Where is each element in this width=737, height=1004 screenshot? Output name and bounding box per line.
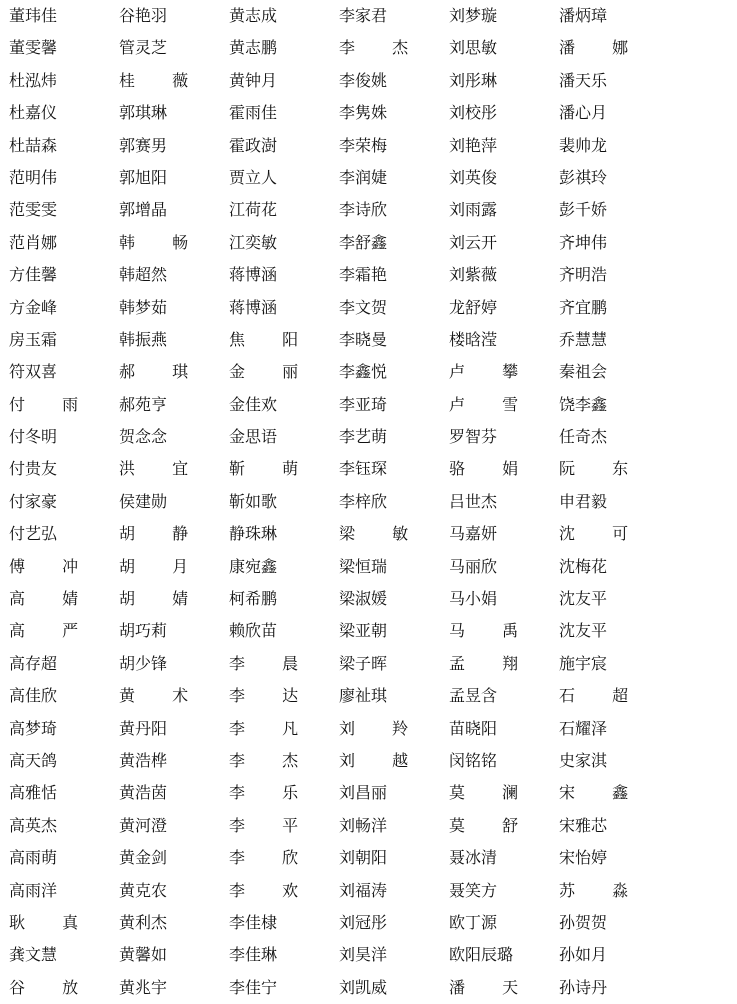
name-cell: 谷艳羽 (119, 6, 168, 25)
name-row (0, 648, 737, 680)
name-cell: 傅 冲 (9, 556, 95, 576)
name-cell: 李 欣 (229, 848, 315, 868)
name-cell: 李佳棣 (229, 912, 278, 932)
name-cell: 宋怡婷 (559, 848, 608, 868)
name-cell: 吕世杰 (449, 491, 498, 511)
name-cell: 杜泓炜 (9, 70, 58, 90)
name-cell: 梁子晖 (339, 653, 388, 673)
name-cell: 高存超 (9, 653, 58, 673)
name-cell: 刘昌丽 (339, 783, 388, 803)
name-cell: 刘凯威 (339, 977, 388, 997)
name-cell: 李 晨 (229, 653, 315, 673)
name-cell: 霍政澍 (229, 135, 278, 155)
name-cell: 莫 澜 (449, 783, 535, 803)
name-row (0, 227, 737, 259)
name-cell: 刘冠彤 (339, 912, 388, 932)
name-cell: 郭增晶 (119, 200, 168, 220)
name-cell: 胡少锋 (119, 653, 168, 673)
name-cell: 李鑫悦 (339, 362, 388, 382)
name-cell: 韩 畅 (119, 232, 205, 252)
name-row (0, 324, 737, 356)
name-row (0, 583, 737, 615)
name-cell: 李诗欣 (339, 200, 388, 220)
name-cell: 郭旭阳 (119, 167, 168, 187)
name-cell: 董雯馨 (9, 38, 58, 58)
name-cell: 宋雅芯 (559, 815, 608, 835)
name-cell: 符双喜 (9, 362, 58, 382)
name-cell: 管灵芝 (119, 38, 168, 58)
name-row (0, 356, 737, 388)
name-cell: 高英杰 (9, 815, 58, 835)
name-cell: 黄浩桦 (119, 750, 168, 770)
name-cell: 骆 娟 (449, 459, 535, 479)
name-cell: 李霜艳 (339, 265, 388, 285)
name-cell: 龙舒婷 (449, 297, 498, 317)
name-cell: 李佳琳 (229, 945, 278, 965)
name-row (0, 745, 737, 777)
name-cell: 李 乐 (229, 783, 315, 803)
name-cell: 刘云开 (449, 232, 498, 252)
name-cell: 高 严 (9, 621, 95, 641)
name-cell: 刘艳萍 (449, 135, 498, 155)
name-row (0, 777, 737, 809)
name-cell: 沈 可 (559, 524, 645, 544)
name-cell: 李艺萌 (339, 427, 388, 447)
name-cell: 彭千娇 (559, 200, 608, 220)
name-cell: 齐坤伟 (559, 232, 608, 252)
name-cell: 梁 敏 (339, 524, 425, 544)
name-cell: 蒋博涵 (229, 297, 278, 317)
name-row (0, 615, 737, 647)
name-cell: 李 平 (229, 815, 315, 835)
name-cell: 李晓曼 (339, 329, 388, 349)
name-cell: 石 超 (559, 686, 645, 706)
name-cell: 任奇杰 (559, 427, 608, 447)
name-cell: 付艺弘 (9, 524, 58, 544)
name-cell: 李隽姝 (339, 103, 388, 123)
name-cell: 聂笑方 (449, 880, 498, 900)
name-cell: 金思语 (229, 427, 278, 447)
name-cell: 刘梦璇 (449, 6, 498, 25)
name-cell: 梁亚朝 (339, 621, 388, 641)
name-cell: 饶李鑫 (559, 394, 608, 414)
name-cell: 康宛鑫 (229, 556, 278, 576)
name-row (0, 65, 737, 97)
name-cell: 阮 东 (559, 459, 645, 479)
name-cell: 方佳馨 (9, 265, 58, 285)
name-cell: 郭琪琳 (119, 103, 168, 123)
name-row (0, 453, 737, 485)
name-cell: 韩振燕 (119, 329, 168, 349)
name-cell: 李家君 (339, 6, 388, 25)
name-cell: 郝苑亨 (119, 394, 168, 414)
name-cell: 马丽欣 (449, 556, 498, 576)
name-cell: 杜嘉仪 (9, 103, 58, 123)
name-cell: 彭祺玲 (559, 167, 608, 187)
name-cell: 宋 鑫 (559, 783, 645, 803)
name-cell: 廖祉琪 (339, 686, 388, 706)
name-cell: 李梓欣 (339, 491, 388, 511)
name-row (0, 972, 737, 1004)
name-cell: 黄 术 (119, 686, 205, 706)
name-cell: 李 杰 (339, 38, 425, 58)
name-cell: 刘畅洋 (339, 815, 388, 835)
name-cell: 董玮佳 (9, 6, 58, 25)
name-cell: 黄志鹏 (229, 38, 278, 58)
name-cell: 贺念念 (119, 427, 168, 447)
name-cell: 黄钟月 (229, 70, 278, 90)
name-cell: 黄丹阳 (119, 718, 168, 738)
name-cell: 胡 婧 (119, 589, 205, 609)
name-cell: 刘福涛 (339, 880, 388, 900)
name-cell: 方金峰 (9, 297, 58, 317)
name-cell: 房玉霜 (9, 329, 58, 349)
name-cell: 金佳欢 (229, 394, 278, 414)
name-cell: 卢 攀 (449, 362, 535, 382)
name-cell: 付家豪 (9, 491, 58, 511)
name-cell: 黄利杰 (119, 912, 168, 932)
name-cell: 高雨萌 (9, 848, 58, 868)
name-cell: 刘彤琳 (449, 70, 498, 90)
name-cell: 谷 放 (9, 977, 95, 997)
name-cell: 桂 薇 (119, 70, 205, 90)
name-cell: 胡 月 (119, 556, 205, 576)
name-cell: 耿 真 (9, 912, 95, 932)
name-cell: 静珠琳 (229, 524, 278, 544)
name-cell: 付 雨 (9, 394, 95, 414)
name-cell: 刘 越 (339, 750, 425, 770)
name-cell: 高佳欣 (9, 686, 58, 706)
name-cell: 付贵友 (9, 459, 58, 479)
name-cell: 黄兆宇 (119, 977, 168, 997)
name-cell: 焦 阳 (229, 329, 315, 349)
name-cell: 黄河澄 (119, 815, 168, 835)
name-cell: 石耀泽 (559, 718, 608, 738)
name-row (0, 292, 737, 324)
name-cell: 罗智芬 (449, 427, 498, 447)
name-row (0, 259, 737, 291)
name-cell: 莫 舒 (449, 815, 535, 835)
name-cell: 靳如歌 (229, 491, 278, 511)
name-cell: 高雅恬 (9, 783, 58, 803)
name-cell: 金 丽 (229, 362, 315, 382)
name-cell: 梁淑媛 (339, 589, 388, 609)
name-cell: 霍雨佳 (229, 103, 278, 123)
name-row (0, 939, 737, 971)
name-cell: 潘 天 (449, 977, 535, 997)
name-cell: 齐宜鹏 (559, 297, 608, 317)
name-cell: 李佳宁 (229, 977, 278, 997)
name-cell: 申君毅 (559, 491, 608, 511)
name-cell: 施宇宸 (559, 653, 608, 673)
name-cell: 刘 羚 (339, 718, 425, 738)
name-cell: 欧丁源 (449, 912, 498, 932)
name-cell: 黄克农 (119, 880, 168, 900)
name-cell: 史家淇 (559, 750, 608, 770)
name-cell: 李 欢 (229, 880, 315, 900)
name-cell: 楼晗滢 (449, 329, 498, 349)
name-cell: 付冬明 (9, 427, 58, 447)
name-cell: 李 凡 (229, 718, 315, 738)
name-cell: 李润婕 (339, 167, 388, 187)
name-cell: 刘雨露 (449, 200, 498, 220)
name-row (0, 389, 737, 421)
name-cell: 刘思敏 (449, 38, 498, 58)
name-row (0, 907, 737, 939)
name-cell: 孙诗丹 (559, 977, 608, 997)
name-cell: 黄志成 (229, 6, 278, 25)
name-cell: 黄馨如 (119, 945, 168, 965)
name-cell: 黄金剑 (119, 848, 168, 868)
name-cell: 洪 宜 (119, 459, 205, 479)
name-cell: 孙如月 (559, 945, 608, 965)
name-cell: 乔慧慧 (559, 329, 608, 349)
name-cell: 刘校彤 (449, 103, 498, 123)
name-cell: 高雨洋 (9, 880, 58, 900)
name-row (0, 162, 737, 194)
name-cell: 贾立人 (229, 167, 278, 187)
name-cell: 高天鸽 (9, 750, 58, 770)
name-cell: 李舒鑫 (339, 232, 388, 252)
name-cell: 韩梦茹 (119, 297, 168, 317)
name-cell: 欧阳辰璐 (449, 945, 514, 965)
name-cell: 孟 翔 (449, 653, 535, 673)
name-cell: 范明伟 (9, 167, 58, 187)
name-row (0, 130, 737, 162)
name-row (0, 810, 737, 842)
name-cell: 李俊姚 (339, 70, 388, 90)
name-cell: 蒋博涵 (229, 265, 278, 285)
name-cell: 卢 雪 (449, 394, 535, 414)
name-cell: 柯希鹏 (229, 589, 278, 609)
name-cell: 潘炳璋 (559, 6, 608, 25)
name-cell: 侯建勋 (119, 491, 168, 511)
name-row (0, 713, 737, 745)
name-row (0, 194, 737, 226)
name-row (0, 421, 737, 453)
name-cell: 高梦琦 (9, 718, 58, 738)
name-row (0, 842, 737, 874)
name-cell: 胡 静 (119, 524, 205, 544)
name-cell: 沈梅花 (559, 556, 608, 576)
name-cell: 李荣梅 (339, 135, 388, 155)
name-cell: 马嘉妍 (449, 524, 498, 544)
name-cell: 刘紫薇 (449, 265, 498, 285)
name-cell: 闵铭铭 (449, 750, 498, 770)
name-cell: 胡巧莉 (119, 621, 168, 641)
name-cell: 裴帅龙 (559, 135, 608, 155)
name-cell: 江荷花 (229, 200, 278, 220)
name-row (0, 97, 737, 129)
name-cell: 郭赛男 (119, 135, 168, 155)
name-cell: 龚文慧 (9, 945, 58, 965)
name-cell: 高 婧 (9, 589, 95, 609)
name-row (0, 518, 737, 550)
name-cell: 苏 淼 (559, 880, 645, 900)
name-cell: 孟昱含 (449, 686, 498, 706)
name-cell: 江奕敏 (229, 232, 278, 252)
name-row (0, 875, 737, 907)
name-cell: 潘 娜 (559, 38, 645, 58)
name-cell: 刘英俊 (449, 167, 498, 187)
name-row (0, 680, 737, 712)
name-cell: 马小娟 (449, 589, 498, 609)
name-row (0, 551, 737, 583)
name-cell: 李文贺 (339, 297, 388, 317)
name-cell: 秦祖会 (559, 362, 608, 382)
name-cell: 梁恒瑞 (339, 556, 388, 576)
name-cell: 杜喆森 (9, 135, 58, 155)
name-cell: 李 杰 (229, 750, 315, 770)
name-cell: 范肖娜 (9, 232, 58, 252)
name-row (0, 32, 737, 64)
name-cell: 潘心月 (559, 103, 608, 123)
name-cell: 齐明浩 (559, 265, 608, 285)
name-cell: 黄浩茵 (119, 783, 168, 803)
name-cell: 潘天乐 (559, 70, 608, 90)
name-cell: 苗晓阳 (449, 718, 498, 738)
name-row (0, 486, 737, 518)
name-cell: 马 禹 (449, 621, 535, 641)
name-cell: 沈友平 (559, 621, 608, 641)
name-cell: 李亚琦 (339, 394, 388, 414)
name-cell: 赖欣苗 (229, 621, 278, 641)
name-row (0, 0, 737, 32)
name-cell: 聂冰清 (449, 848, 498, 868)
name-cell: 韩超然 (119, 265, 168, 285)
name-cell: 孙贺贺 (559, 912, 608, 932)
name-cell: 沈友平 (559, 589, 608, 609)
name-cell: 李钰琛 (339, 459, 388, 479)
name-cell: 郝 琪 (119, 362, 205, 382)
name-cell: 刘昊洋 (339, 945, 388, 965)
name-cell: 刘朝阳 (339, 848, 388, 868)
name-cell: 李 达 (229, 686, 315, 706)
name-cell: 范雯雯 (9, 200, 58, 220)
name-cell: 靳 萌 (229, 459, 315, 479)
